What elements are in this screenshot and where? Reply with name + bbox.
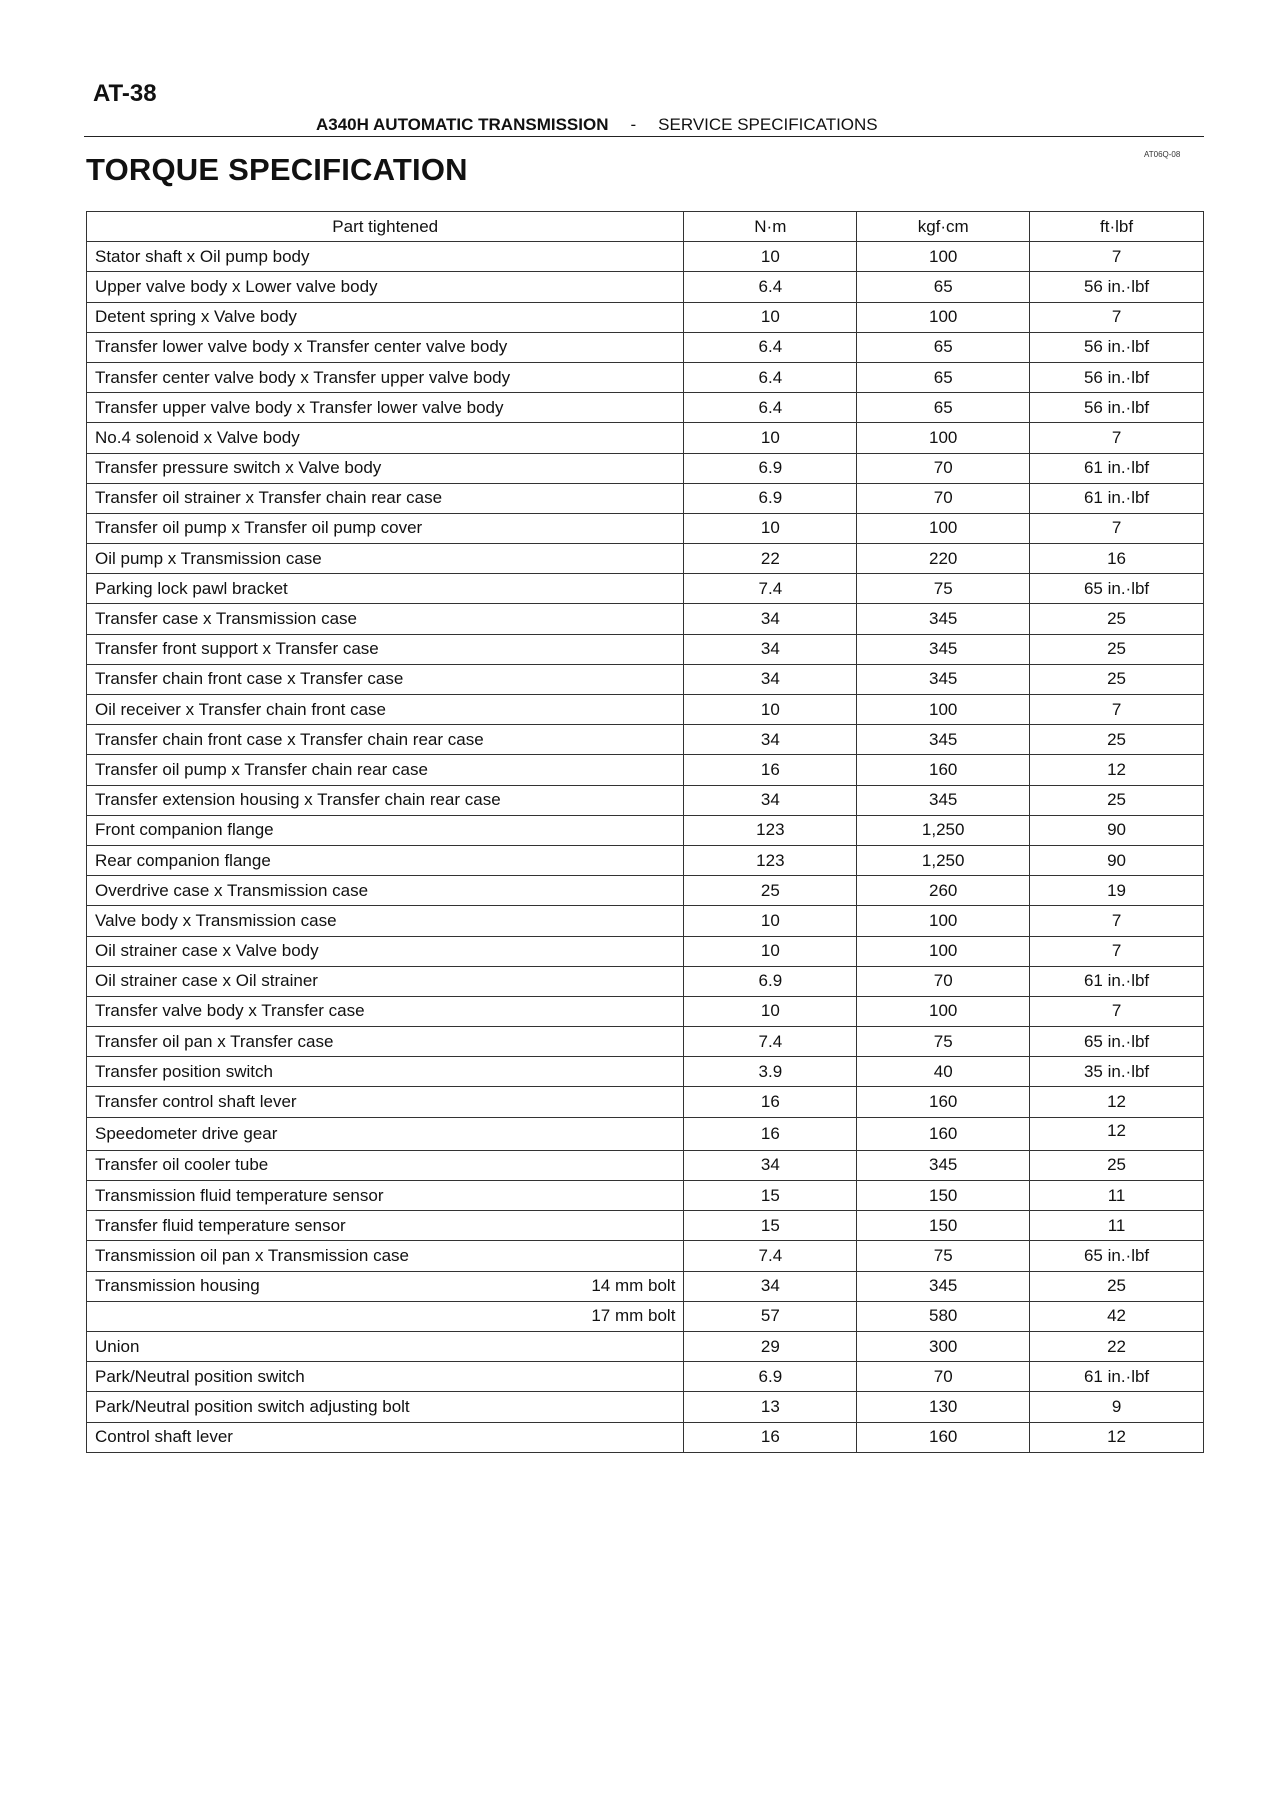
- table-body: [87, 242, 1204, 1453]
- cell-part: Oil strainer case x Valve body: [87, 936, 684, 966]
- table-row: [87, 634, 1204, 664]
- cell-ftlbf: 25: [1030, 1150, 1204, 1180]
- cell-kgfcm: 130: [857, 1392, 1030, 1422]
- cell-kgfcm: 65: [857, 362, 1030, 392]
- table-row: [87, 906, 1204, 936]
- cell-kgfcm: 345: [857, 725, 1030, 755]
- table-row: [87, 1422, 1204, 1452]
- table-row: [87, 332, 1204, 362]
- cell-nm: 10: [684, 302, 857, 332]
- table-row: [87, 1150, 1204, 1180]
- table-row: [87, 1181, 1204, 1211]
- cell-part: Transfer chain front case x Transfer case: [87, 664, 684, 694]
- cell-nm: 16: [684, 755, 857, 785]
- cell-nm: 57: [684, 1301, 857, 1331]
- cell-nm: 13: [684, 1392, 857, 1422]
- cell-nm: 10: [684, 513, 857, 543]
- cell-part: Control shaft lever: [87, 1422, 684, 1452]
- table-row: [87, 1087, 1204, 1117]
- table-row: [87, 1271, 1204, 1301]
- table-row: [87, 1362, 1204, 1392]
- table-row: [87, 272, 1204, 302]
- cell-ftlbf: 11: [1030, 1181, 1204, 1211]
- cell-ftlbf: 12: [1030, 1087, 1204, 1117]
- cell-nm: 10: [684, 423, 857, 453]
- cell-part: Detent spring x Valve body: [87, 302, 684, 332]
- cell-nm: 3.9: [684, 1057, 857, 1087]
- table-row: [87, 362, 1204, 392]
- cell-ftlbf: 90: [1030, 845, 1204, 875]
- column-header-ftlbf: ft·lbf: [1030, 212, 1204, 242]
- cell-kgfcm: 345: [857, 604, 1030, 634]
- cell-part: Transfer valve body x Transfer case: [87, 996, 684, 1026]
- cell-kgfcm: 100: [857, 906, 1030, 936]
- book-title: A340H AUTOMATIC TRANSMISSION: [316, 115, 609, 134]
- header-separator: -: [630, 115, 637, 134]
- table-row: [87, 1241, 1204, 1271]
- cell-part: Transfer oil pan x Transfer case: [87, 1027, 684, 1057]
- table-row: [87, 845, 1204, 875]
- table-row: [87, 1057, 1204, 1087]
- cell-ftlbf: 7: [1030, 302, 1204, 332]
- part-name: Transmission housing: [95, 1276, 260, 1296]
- cell-part: Parking lock pawl bracket: [87, 574, 684, 604]
- table-row: [87, 1301, 1204, 1331]
- cell-part: Oil receiver x Transfer chain front case: [87, 695, 684, 725]
- cell-nm: 6.9: [684, 1362, 857, 1392]
- cell-nm: 34: [684, 725, 857, 755]
- cell-part: Transfer upper valve body x Transfer lower valve body: [87, 393, 684, 423]
- cell-ftlbf: 56 in.·lbf: [1030, 393, 1204, 423]
- cell-part: Transfer oil pump x Transfer chain rear case: [87, 755, 684, 785]
- cell-ftlbf: 25: [1030, 664, 1204, 694]
- cell-kgfcm: 160: [857, 1087, 1030, 1117]
- cell-nm: 6.4: [684, 332, 857, 362]
- cell-part: Overdrive case x Transmission case: [87, 876, 684, 906]
- cell-nm: 6.9: [684, 453, 857, 483]
- cell-ftlbf: 90: [1030, 815, 1204, 845]
- cell-nm: 29: [684, 1331, 857, 1361]
- cell-ftlbf: 56 in.·lbf: [1030, 332, 1204, 362]
- cell-ftlbf: 25: [1030, 1271, 1204, 1301]
- cell-part: Speedometer drive gear: [87, 1117, 684, 1150]
- table-row: [87, 936, 1204, 966]
- cell-ftlbf: 42: [1030, 1301, 1204, 1331]
- table-row: [87, 604, 1204, 634]
- cell-ftlbf: 56 in.·lbf: [1030, 362, 1204, 392]
- cell-kgfcm: 70: [857, 1362, 1030, 1392]
- table-row: [87, 664, 1204, 694]
- cell-ftlbf: 7: [1030, 695, 1204, 725]
- table-row: [87, 423, 1204, 453]
- cell-nm: 22: [684, 544, 857, 574]
- cell-ftlbf: 22: [1030, 1331, 1204, 1361]
- cell-nm: 6.9: [684, 483, 857, 513]
- cell-part: Park/Neutral position switch: [87, 1362, 684, 1392]
- table-row: [87, 725, 1204, 755]
- cell-ftlbf: 7: [1030, 423, 1204, 453]
- table-row: [87, 242, 1204, 272]
- cell-kgfcm: 75: [857, 1027, 1030, 1057]
- table-row: [87, 1211, 1204, 1241]
- column-header-kgfcm: kgf·cm: [857, 212, 1030, 242]
- cell-kgfcm: 150: [857, 1181, 1030, 1211]
- cell-nm: 16: [684, 1117, 857, 1150]
- document-code: AT06Q-08: [1144, 150, 1181, 159]
- cell-kgfcm: 160: [857, 1117, 1030, 1150]
- cell-nm: 7.4: [684, 1241, 857, 1271]
- cell-nm: 10: [684, 936, 857, 966]
- table-row: [87, 695, 1204, 725]
- cell-kgfcm: 345: [857, 634, 1030, 664]
- cell-ftlbf: 7: [1030, 242, 1204, 272]
- table-row: [87, 574, 1204, 604]
- running-header: [316, 115, 878, 135]
- cell-kgfcm: 580: [857, 1301, 1030, 1331]
- cell-nm: 10: [684, 996, 857, 1026]
- cell-ftlbf: 25: [1030, 604, 1204, 634]
- table-row: [87, 483, 1204, 513]
- cell-nm: 15: [684, 1211, 857, 1241]
- cell-part: Transmission oil pan x Transmission case: [87, 1241, 684, 1271]
- header-rule: [84, 136, 1204, 137]
- cell-part: Transmission fluid temperature sensor: [87, 1181, 684, 1211]
- cell-part: Park/Neutral position switch adjusting bolt: [87, 1392, 684, 1422]
- table-row: [87, 876, 1204, 906]
- cell-ftlbf: 56 in.·lbf: [1030, 272, 1204, 302]
- table-row: [87, 1027, 1204, 1057]
- table-row: [87, 815, 1204, 845]
- cell-kgfcm: 70: [857, 483, 1030, 513]
- table-row: [87, 453, 1204, 483]
- cell-part: Transfer chain front case x Transfer chain rear case: [87, 725, 684, 755]
- cell-nm: 6.4: [684, 362, 857, 392]
- table-row: [87, 544, 1204, 574]
- table-row: [87, 996, 1204, 1026]
- column-header-nm: N·m: [684, 212, 857, 242]
- cell-part: Transfer case x Transmission case: [87, 604, 684, 634]
- cell-nm: 10: [684, 906, 857, 936]
- cell-ftlbf: 35 in.·lbf: [1030, 1057, 1204, 1087]
- cell-part: Transfer control shaft lever: [87, 1087, 684, 1117]
- cell-ftlbf: 19: [1030, 876, 1204, 906]
- cell-kgfcm: 345: [857, 785, 1030, 815]
- cell-kgfcm: 100: [857, 423, 1030, 453]
- table-row: [87, 1392, 1204, 1422]
- cell-ftlbf: 7: [1030, 936, 1204, 966]
- table-row: [87, 513, 1204, 543]
- cell-nm: 6.9: [684, 966, 857, 996]
- cell-part: Oil strainer case x Oil strainer: [87, 966, 684, 996]
- cell-kgfcm: 150: [857, 1211, 1030, 1241]
- cell-part: Transfer extension housing x Transfer chain rear case: [87, 785, 684, 815]
- cell-ftlbf: 65 in.·lbf: [1030, 1027, 1204, 1057]
- cell-nm: 123: [684, 845, 857, 875]
- cell-part: Union: [87, 1331, 684, 1361]
- cell-part: Transfer lower valve body x Transfer center valve body: [87, 332, 684, 362]
- cell-part: Transfer pressure switch x Valve body: [87, 453, 684, 483]
- table-row: [87, 755, 1204, 785]
- cell-kgfcm: 1,250: [857, 845, 1030, 875]
- cell-kgfcm: 70: [857, 453, 1030, 483]
- cell-nm: 34: [684, 664, 857, 694]
- cell-part: No.4 solenoid x Valve body: [87, 423, 684, 453]
- cell-kgfcm: 70: [857, 966, 1030, 996]
- cell-ftlbf: 65 in.·lbf: [1030, 1241, 1204, 1271]
- cell-part: Valve body x Transmission case: [87, 906, 684, 936]
- cell-nm: 34: [684, 1150, 857, 1180]
- table-row: [87, 1331, 1204, 1361]
- cell-kgfcm: 300: [857, 1331, 1030, 1361]
- cell-ftlbf: 7: [1030, 996, 1204, 1026]
- cell-nm: 10: [684, 242, 857, 272]
- cell-part: Transfer oil pump x Transfer oil pump cover: [87, 513, 684, 543]
- cell-part: Rear companion flange: [87, 845, 684, 875]
- cell-kgfcm: 345: [857, 1271, 1030, 1301]
- cell-ftlbf: 16: [1030, 544, 1204, 574]
- cell-nm: 34: [684, 785, 857, 815]
- cell-nm: 25: [684, 876, 857, 906]
- cell-part: Transfer center valve body x Transfer upper valve body: [87, 362, 684, 392]
- table-header-row: [87, 212, 1204, 242]
- cell-kgfcm: 345: [857, 664, 1030, 694]
- cell-kgfcm: 100: [857, 936, 1030, 966]
- cell-nm: 6.4: [684, 272, 857, 302]
- cell-nm: 10: [684, 695, 857, 725]
- cell-kgfcm: 40: [857, 1057, 1030, 1087]
- torque-spec-table: [86, 211, 1204, 1453]
- cell-kgfcm: 260: [857, 876, 1030, 906]
- cell-ftlbf: 7: [1030, 906, 1204, 936]
- cell-part: Transfer front support x Transfer case: [87, 634, 684, 664]
- cell-kgfcm: 220: [857, 544, 1030, 574]
- cell-ftlbf: 65 in.·lbf: [1030, 574, 1204, 604]
- table-row: [87, 302, 1204, 332]
- cell-kgfcm: 160: [857, 755, 1030, 785]
- cell-part: Transfer fluid temperature sensor: [87, 1211, 684, 1241]
- table-row: [87, 1117, 1204, 1150]
- cell-kgfcm: 100: [857, 513, 1030, 543]
- cell-part: Transfer oil cooler tube: [87, 1150, 684, 1180]
- cell-ftlbf: 61 in.·lbf: [1030, 483, 1204, 513]
- cell-part: Front companion flange: [87, 815, 684, 845]
- cell-part: Oil pump x Transmission case: [87, 544, 684, 574]
- cell-part: Stator shaft x Oil pump body: [87, 242, 684, 272]
- table-row: [87, 785, 1204, 815]
- cell-kgfcm: 1,250: [857, 815, 1030, 845]
- cell-ftlbf: 61 in.·lbf: [1030, 453, 1204, 483]
- cell-kgfcm: 65: [857, 332, 1030, 362]
- cell-ftlbf: 9: [1030, 1392, 1204, 1422]
- cell-ftlbf: 7: [1030, 513, 1204, 543]
- cell-ftlbf: 25: [1030, 725, 1204, 755]
- cell-ftlbf: 25: [1030, 634, 1204, 664]
- cell-kgfcm: 100: [857, 996, 1030, 1026]
- cell-part: [87, 1301, 684, 1331]
- cell-kgfcm: 75: [857, 1241, 1030, 1271]
- cell-nm: 34: [684, 1271, 857, 1301]
- cell-part: [87, 1271, 684, 1301]
- cell-ftlbf: 12: [1030, 1422, 1204, 1452]
- cell-ftlbf: 12: [1030, 1117, 1204, 1150]
- column-header-part: Part tightened: [87, 212, 684, 242]
- table-row: [87, 966, 1204, 996]
- cell-kgfcm: 100: [857, 302, 1030, 332]
- cell-nm: 7.4: [684, 1027, 857, 1057]
- cell-nm: 15: [684, 1181, 857, 1211]
- cell-nm: 6.4: [684, 393, 857, 423]
- cell-kgfcm: 345: [857, 1150, 1030, 1180]
- cell-ftlbf: 25: [1030, 785, 1204, 815]
- cell-ftlbf: 61 in.·lbf: [1030, 1362, 1204, 1392]
- cell-nm: 34: [684, 604, 857, 634]
- cell-nm: 34: [684, 634, 857, 664]
- cell-part: Transfer oil strainer x Transfer chain rear case: [87, 483, 684, 513]
- bolt-size: 14 mm bolt: [591, 1276, 676, 1296]
- section-name: SERVICE SPECIFICATIONS: [658, 115, 878, 134]
- cell-nm: 16: [684, 1087, 857, 1117]
- cell-kgfcm: 100: [857, 695, 1030, 725]
- cell-nm: 123: [684, 815, 857, 845]
- cell-kgfcm: 65: [857, 272, 1030, 302]
- cell-kgfcm: 100: [857, 242, 1030, 272]
- cell-part: Upper valve body x Lower valve body: [87, 272, 684, 302]
- cell-ftlbf: 11: [1030, 1211, 1204, 1241]
- cell-nm: 7.4: [684, 574, 857, 604]
- cell-kgfcm: 75: [857, 574, 1030, 604]
- cell-kgfcm: 65: [857, 393, 1030, 423]
- cell-kgfcm: 160: [857, 1422, 1030, 1452]
- bolt-size: 17 mm bolt: [591, 1306, 676, 1326]
- page-title: TORQUE SPECIFICATION: [86, 152, 468, 187]
- cell-nm: 16: [684, 1422, 857, 1452]
- page-number: AT-38: [93, 80, 157, 107]
- cell-part: Transfer position switch: [87, 1057, 684, 1087]
- cell-ftlbf: 12: [1030, 755, 1204, 785]
- cell-ftlbf: 61 in.·lbf: [1030, 966, 1204, 996]
- table-row: [87, 393, 1204, 423]
